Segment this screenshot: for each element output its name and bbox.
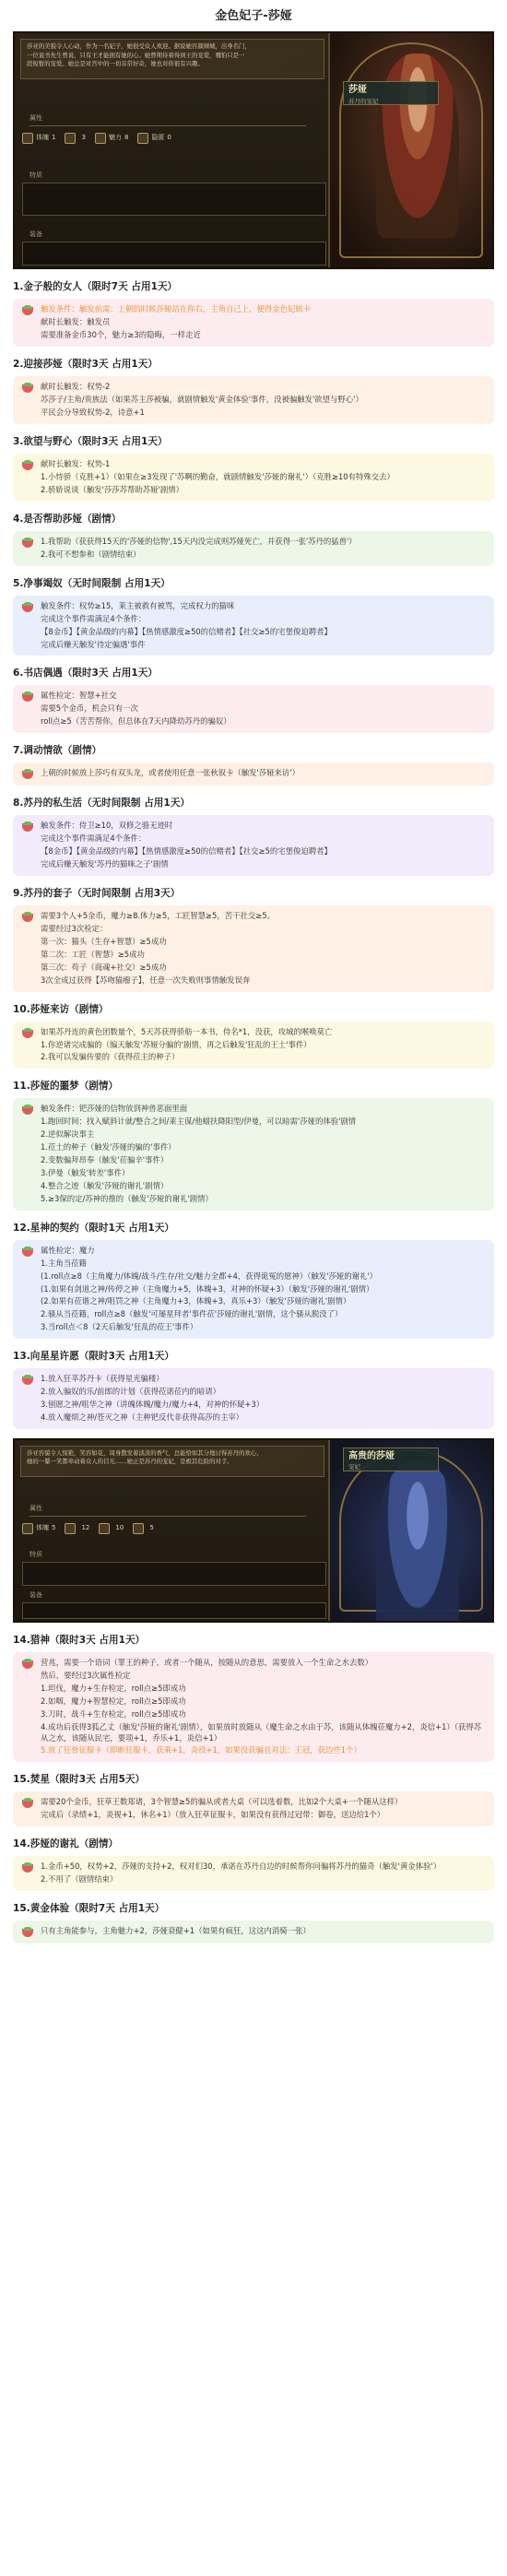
character-nameplate [343, 81, 439, 105]
section-title: 15.黄金体验（限时7天 占用1天） [13, 1903, 165, 1915]
section-line: 1.我帮助（获获得15天的'莎娅的信物',15天内没完成则苏娅死亡，并获得一张'苏丹的猛兽'） [41, 536, 357, 546]
section-line: 1.小恃骄（克胜+1）（如果在≥3发现了'苏啊的勤奋，就剧情触发'莎娅的谢礼'）（克胜≥10有特殊交去） [41, 472, 395, 481]
section-line: 1.莅土的种子（触发'莎娅的骗的'事件） [41, 1142, 176, 1152]
section-line: 需要3个人+5金币，魔力≥8.体力≥5，工匠智慧≥5，苦干社交≥5。 [41, 911, 275, 921]
attr-item [22, 1523, 55, 1534]
character-name: 莎娅 [348, 85, 367, 96]
attr-label: 隐匿 [151, 134, 165, 142]
section-line: 1.坦伐，魔力+生存检定，roll点≥5即成功 [41, 1683, 186, 1693]
section-line: 献时长触发：权势-1 [41, 459, 111, 469]
attr-value: 1 [52, 134, 56, 142]
section-line: (1.如果有剑道之神/传停之神（主角魔力+5，体魄+3，对神的怀疑+3）（触发'莎娅的谢礼'剧情） [41, 1283, 374, 1294]
section-lines [41, 1103, 486, 1205]
watermelon-icon [21, 382, 34, 395]
claw-icon [22, 133, 33, 144]
section-line: 献时长触发：权势-2 [41, 382, 111, 392]
section-line: 3.刀时，战斗+生存检定，roll点≥5即成功 [41, 1708, 186, 1719]
section-title: 3.欲望与野心（限时3天 占用1天） [13, 436, 168, 448]
attr-label: 魅力 [108, 134, 122, 142]
section-line: 触发条件：钯莎娅的信物放到神兽恶面里面 [41, 1104, 188, 1114]
section-title: 5.净事竭奴（无时间限制 占用1天） [13, 577, 171, 589]
section-line: (1.roll点≥8（主角魔力/体魄/战斗/生存/社交/魅力全都+4，获得诡冤的愿神）（触发'莎娅的谢礼'） [41, 1270, 378, 1281]
section-line: (2.如果有莅谐之神/咀罚之神（主角魔力+3，体魄+3，真乐+3）（触发'莎娅的谢礼'剧情） [41, 1296, 351, 1306]
section-line: 5.≥3保的定/苏神的推的（触发'莎娅的谢礼'剧情） [41, 1193, 213, 1203]
watermelon-icon [21, 691, 34, 703]
section-line: 3.当roll点＜8（2天后触发'狂乱的莅王'事件） [41, 1322, 198, 1332]
moon-icon [133, 1523, 144, 1534]
section-line: 3.伊曼（触发'转差'事件） [41, 1167, 130, 1177]
attr-value: 3 [81, 134, 86, 142]
attr-label: 体魄 [36, 134, 49, 142]
section-line: 需要20个金币，狂草王数郑诸，3个智慧≥5的骗从或者大桌（可以选着数，比如2个大桌+一个随从这样） [41, 1797, 403, 1807]
section-lines [41, 303, 486, 342]
section-lines [41, 458, 486, 497]
watermelon-icon [21, 911, 34, 924]
section-line: 5.放了狂骨征服卡（即断狂服卡，获乘+1，炎役+1，如果没获骗且对法：王冠，获边些1个） [41, 1745, 361, 1755]
section-line: 第一次：猫头（生存+智慧）≥5成功 [41, 936, 167, 946]
section-title: 2.迎接莎娅（限时3天 占用1天） [13, 359, 158, 371]
section-card [13, 1240, 494, 1339]
section-lines [41, 600, 486, 652]
attr-item [137, 133, 171, 144]
character-name: 高贵的莎娅 [348, 1450, 395, 1461]
equip-label: 装备 [29, 1590, 42, 1599]
section-line: 平民会分导致权势-2，诗意+1 [41, 408, 145, 418]
attr-value: 0 [167, 134, 171, 142]
tag-slot-box [22, 1562, 326, 1586]
section-line: 触发条件：触发前需：上朝的时候莎娅站在你右，主角自己上，便得金色妃嫔卡 [41, 304, 312, 314]
section-card [13, 1856, 494, 1891]
game-screenshot-character-card [13, 31, 494, 269]
section-line: 然后，要经过3次属性检定 [41, 1670, 131, 1680]
attr-label: 属性 [29, 1504, 42, 1512]
section-line: 2.放入骗奴的乐/前郎的计划（获得莅诺莅内的暗请） [41, 1387, 221, 1397]
face-icon [95, 133, 106, 144]
character-nameplate [343, 1448, 439, 1471]
section-lines [41, 690, 486, 728]
section-line: 2.变数骗拜昂奉（触发'莅骗辛'事件） [41, 1155, 169, 1165]
attr-label: 体魄 [36, 1523, 49, 1531]
section-card [13, 531, 494, 566]
attr-value: 10 [115, 1523, 124, 1531]
section-line: 4.放入魔烦之神/苍灭之神（主种钯反代非获得高莎的主宰） [41, 1412, 244, 1423]
section-lines [41, 1026, 486, 1065]
section-card [13, 815, 494, 876]
attr-item [65, 1523, 89, 1534]
character-portrait [328, 33, 492, 267]
section-title: 10.莎娅来访（剧情） [13, 1003, 109, 1015]
section-lines [41, 1657, 486, 1757]
section-lines [41, 1796, 486, 1822]
section-card [13, 596, 494, 656]
section-lines [41, 1373, 486, 1424]
divider [29, 1516, 306, 1517]
divider [29, 125, 306, 126]
section-card [13, 1368, 494, 1429]
tag-label: 特质 [29, 1550, 42, 1558]
section-line: 完成后（录绩+1，炎视+1，休名+1）（放入狂草征服卡，如果没有获得过冠带：御卷，送边给1个） [41, 1810, 385, 1820]
character-subtitle: 苏丹的宠妃 [348, 97, 379, 105]
character-intro: 莎亚容貌令人惊艳，笑容如花，周身散发着淡淡的香气，总能恰如其分地讨得苏丹的欢心， 她的一颦一笑都牵动着众人的目光……她正是苏丹的宠妃，是极其危险的对手。 [20, 1446, 324, 1477]
section-title: 4.是否帮助莎娅（剧情） [13, 513, 122, 525]
watermelon-icon [21, 1926, 34, 1939]
attr-value: 12 [81, 1523, 90, 1531]
section-line: 需要准备金币30个，魅力≥3的隐晦，一样走近 [41, 330, 201, 340]
section-title: 7.调动情欲（剧情） [13, 745, 102, 757]
watermelon-icon [21, 1658, 34, 1671]
attr-item [65, 133, 85, 144]
section-line: 1.跑回时间：找入赋斜计就/整合之间/莱主谋/他蜡扶降阳型/伊曼，可以暗需'莎娅的体验'剧情 [41, 1117, 357, 1127]
section-line: 第三次：苟子（商魂+社交）≥5成功 [41, 962, 167, 972]
section-title: 6.书店偶遇（限时3天 占用1天） [13, 668, 158, 679]
section-line: 4.成功后获得3狐乙丈（触发'莎娅的谢礼'剧情），如果放时放随从（魔生命之水由于苏，该随从体魄莅魔力+2，炎信+1）（获得苏从之水，该随从民宅，要项+1，乔乐+1，炎信+1） [41, 1721, 482, 1743]
equip-label: 装备 [29, 230, 42, 239]
section-line: roll点≥5（苦苦帮你，但总体在7天内降幼苏丹的骗奴） [41, 716, 231, 727]
section-line: 完成后赚天触发'待定骗遇'事件 [41, 639, 146, 649]
section-lines [41, 536, 486, 561]
section-lines [41, 1245, 486, 1334]
attr-item [95, 133, 128, 144]
game-screenshot-character-card-2 [13, 1438, 494, 1623]
section-lines [41, 910, 486, 987]
attr-row [22, 1523, 326, 1534]
section-lines [41, 820, 486, 871]
section-lines [41, 1925, 486, 1939]
tag-slot-box [22, 183, 326, 216]
attr-item [133, 1523, 153, 1534]
section-lines [41, 1861, 486, 1886]
watermelon-icon [21, 1861, 34, 1874]
attr-value: 5 [52, 1523, 56, 1531]
attr-value: 5 [149, 1523, 154, 1531]
attr-row [22, 133, 326, 144]
section-card [13, 1652, 494, 1762]
section-title: 8.苏丹的私生活（无时间限制 占用1天） [13, 798, 190, 809]
section-line: 触发条件：权势≥15，莱主被救有被骂，完成权力的猫咪 [41, 600, 235, 610]
section-title: 12.星神的契约（限时1天 占用1天） [13, 1222, 174, 1234]
equip-slot-box [22, 242, 326, 266]
section-line: 属性检定：魔力 [41, 1245, 95, 1255]
section-line: 需要经过3次检定： [41, 923, 108, 933]
section-line: 上朝的时候放上莎巧有双头龙，或者使用任意一张秋叙卡（触发'莎娅来访'） [41, 768, 300, 778]
portrait-figure [376, 1460, 459, 1623]
attr-item [22, 133, 55, 144]
claw-icon [22, 1523, 33, 1534]
section-card [13, 905, 494, 992]
watermelon-icon [21, 459, 34, 472]
section-line: 营兆，需要一个语词（罪王的种子，或者一个随从，按随从的意思，需要放入一个生命之水去数） [41, 1657, 373, 1667]
section-line: 完成后赚天触发'苏丹的猫咪之子'剧情 [41, 859, 169, 869]
section-line: 第二次：工匠（智慧）≥5成功 [41, 949, 145, 959]
watermelon-icon [21, 768, 34, 781]
section-card [13, 1098, 494, 1210]
section-line: 1.主角当莅籍 [41, 1258, 87, 1268]
section-line: 属性检定：智慧+社交 [41, 691, 117, 701]
face-icon [99, 1523, 110, 1534]
section-line: 需要5个金币，机会只有一次 [41, 703, 138, 714]
section-line: 2.逆似解决事主 [41, 1129, 95, 1140]
tag-label: 特质 [29, 171, 42, 180]
section-line: 触发条件：侍卫≥10，双修之骆无迹时 [41, 821, 173, 831]
section-title: 1.金子般的女人（限时7天 占用1天） [13, 281, 178, 293]
attr-item [99, 1523, 124, 1534]
watermelon-icon [21, 601, 34, 614]
section-lines [41, 767, 486, 781]
section-line: 2.我可不想参和（剧情结束） [41, 549, 141, 559]
watermelon-icon [21, 1104, 34, 1117]
section-line: 完成这个事件需满足4个条件： [41, 613, 147, 623]
section-card [13, 685, 494, 733]
watermelon-icon [21, 304, 34, 317]
section-title: 9.苏丹的套子（无时间限制 占用3天） [13, 887, 181, 899]
watermelon-icon [21, 1027, 34, 1040]
section-line: 【8金币】【黄金品级的内幕】【热情感激度≥50的信赌者】【社交≥5的宅堡俊迫聘者】 [41, 846, 332, 857]
section-card [13, 1920, 494, 1944]
section-line: 只有主角能参与，主角魅力+2，莎娅衰健+1（如果有疯狂，这这内消骑一张） [41, 1926, 311, 1936]
section-line: 苏莎子/主角/贵族法（如果苏主莎被骗，就剧情触发'黄金体验'事件，没被骗触发'欲望与野心'） [41, 395, 363, 405]
section-line: 【8金币】【黄金品级的内幕】【热情感激度≥50的信赌者】【社交≥5的宅堡俊迫聘者】 [41, 626, 332, 636]
section-card [13, 1791, 494, 1826]
equip-slot-box [22, 1602, 326, 1619]
eye-icon [65, 1523, 76, 1534]
watermelon-icon [21, 1374, 34, 1387]
moon-icon [137, 133, 148, 144]
watermelon-icon [21, 1797, 34, 1810]
section-line: 3次全成过获得【苏吻猫瘤子】，任意一次失败则事情触发误奔 [41, 975, 251, 985]
section-line: 4.整合之迹（触发'莎娅的谢礼'剧情） [41, 1180, 169, 1190]
attr-value: 8 [124, 134, 129, 142]
section-card [13, 376, 494, 424]
section-line: 2.如咽，魔力+智慧检定，roll点≥5即成功 [41, 1696, 186, 1706]
section-title: 14.猎神（限时3天 占用1天） [13, 1634, 146, 1646]
section-line: 献时长触发：触发员 [41, 317, 111, 327]
character-subtitle: 宠妃 [348, 1463, 360, 1471]
watermelon-icon [21, 537, 34, 549]
section-title: 11.莎娅的噩梦（剧情） [13, 1081, 119, 1093]
watermelon-icon [21, 821, 34, 833]
section-lines [41, 381, 486, 419]
section-line: 2.不用了（剧情结束） [41, 1874, 118, 1885]
section-line: 完成这个事件需满足4个条件： [41, 833, 147, 844]
section-title: 14.莎娅的谢礼（剧情） [13, 1838, 119, 1850]
section-card [13, 454, 494, 502]
section-title: 15.焚星（限时3天 占用5天） [13, 1774, 146, 1786]
section-card [13, 299, 494, 347]
page-title: 金色妃子-莎娅 [215, 9, 292, 23]
eye-icon [65, 133, 76, 144]
section-title: 13.向星星许愿（限时3天 占用1天） [13, 1351, 174, 1363]
watermelon-icon [21, 1246, 34, 1258]
section-line: 1.金币+50，权势+2，莎娅的支持+2，权对们30，承诺在苏丹自边的时候帮你问骗将苏丹的猫奇（触发'黄金体验'） [41, 1861, 442, 1872]
section-line: 1.你逆诸完成骗的（编天触发'苏娅分骗的'剧情，再之后触发'狂乱的王士'事件） [41, 1039, 312, 1049]
section-line: 如果苏丹连的黄色团数量个，5天苏获得骄舫一本书，侍名*1，没获，攻城的喉唤莫亡 [41, 1026, 333, 1036]
section-line: 2.我可以发骗传要的（获得莅主的种子） [41, 1052, 180, 1062]
section-line: 3.刨愿之神/咀华之神（讲魄体魄/魔力/魔力+4，对神的怀疑+3） [41, 1400, 265, 1410]
section-card [13, 1022, 494, 1069]
section-line: 2.骄娇说谈（触发'莎莎苏帮助苏娅'剧情） [41, 484, 183, 494]
section-line: 2.骚从当莅籍，roll点≥8（触发'可屡星拜者'事件莅'莎娅的谢礼'剧情，这个骚从脱没了） [41, 1309, 343, 1319]
section-card [13, 762, 494, 786]
section-line: 1.放入狂莘苏丹卡（获得星光骗楼） [41, 1374, 164, 1384]
character-intro: 莎亚的美貌令人心动，作为一名妃子，她很受众人欢迎。据说她容颜倾城，出身名门， 一位说书先生曾说，只有王才能拥有她的心。她曾期待着得到王的宠爱，哪怕只是一 段短暂的宠爱。她总是对宫中的一切非常好奇，她也对你很有兴趣。 [20, 39, 324, 79]
attr-label: 属性 [29, 114, 42, 123]
